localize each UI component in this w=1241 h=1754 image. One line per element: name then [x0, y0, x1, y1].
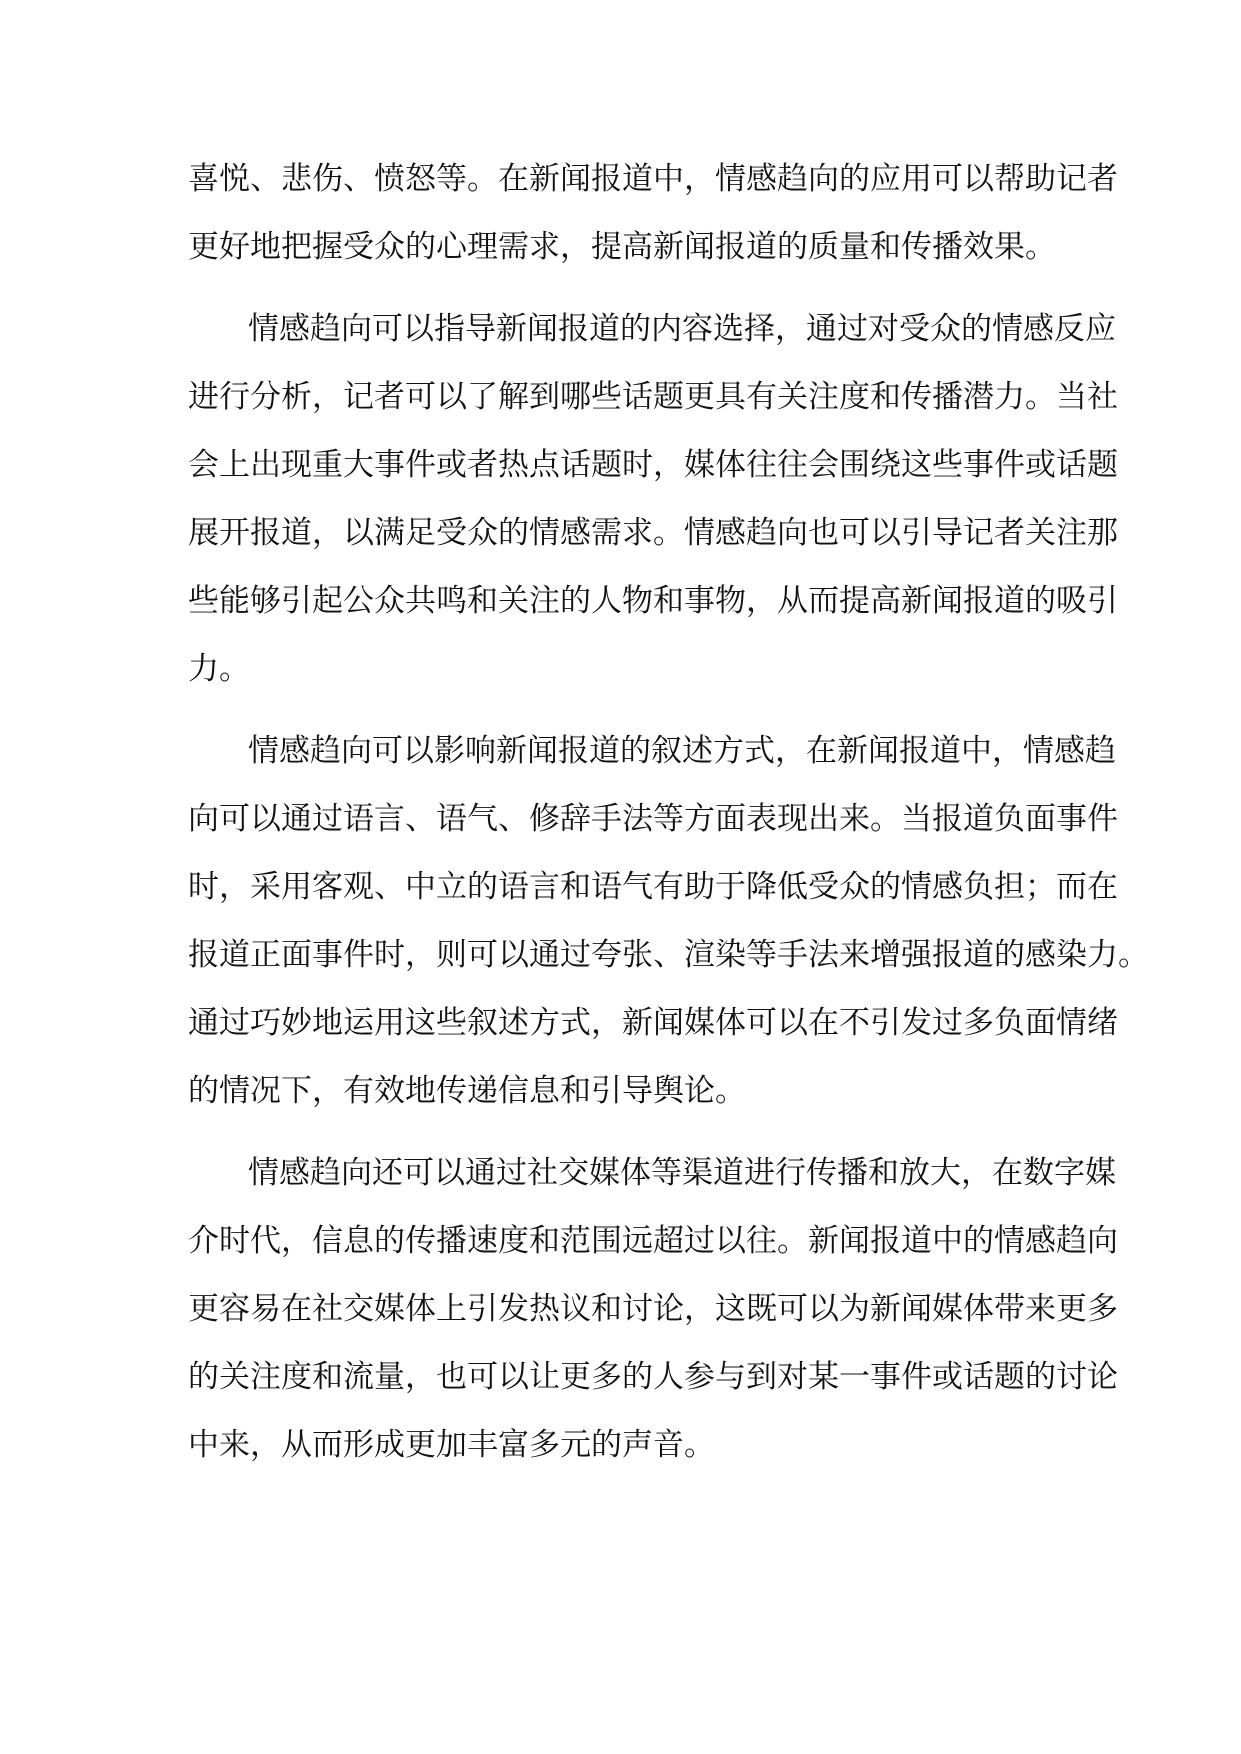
text-line: 的情况下，有效地传递信息和引导舆论。: [188, 1073, 746, 1109]
text-line: 喜悦、悲伤、愤怒等。在新闻报道中，情感趋向的应用可以帮助记者: [188, 161, 1118, 197]
text-line: 向可以通过语言、语气、修辞手法等方面表现出来。当报道负面事件: [188, 801, 1118, 837]
text-line: 情感趋向还可以通过社交媒体等渠道进行传播和放大，在数字媒: [248, 1155, 1116, 1191]
text-line: 的关注度和流量，也可以让更多的人参与到对某一事件或话题的讨论: [188, 1359, 1118, 1395]
text-line: 情感趋向可以指导新闻报道的内容选择，通过对受众的情感反应: [248, 311, 1116, 347]
text-line: 进行分析，记者可以了解到哪些话题更具有关注度和传播潜力。当社: [188, 379, 1118, 415]
paragraph-2: [188, 295, 1118, 703]
text-line: 介时代，信息的传播速度和范围远超过以往。新闻报道中的情感趋向: [188, 1223, 1118, 1259]
text-line: 报道正面事件时，则可以通过夸张、渲染等手法来增强报道的感染力。: [188, 937, 1149, 973]
paragraph-1: [188, 145, 1118, 281]
text-line: 力。: [188, 651, 250, 687]
text-line: 更容易在社交媒体上引发热议和讨论，这既可以为新闻媒体带来更多: [188, 1291, 1118, 1327]
text-line: 会上出现重大事件或者热点话题时，媒体往往会围绕这些事件或话题: [188, 447, 1118, 483]
text-line: 些能够引起公众共鸣和关注的人物和事物，从而提高新闻报道的吸引: [188, 583, 1118, 619]
text-line: 通过巧妙地运用这些叙述方式，新闻媒体可以在不引发过多负面情绪: [188, 1005, 1118, 1041]
text-line: 更好地把握受众的心理需求，提高新闻报道的质量和传播效果。: [188, 229, 1056, 265]
paragraph-4: [188, 1139, 1118, 1479]
text-line: 情感趋向可以影响新闻报道的叙述方式，在新闻报道中，情感趋: [248, 733, 1116, 769]
document-body: [188, 145, 1149, 1493]
text-line: 展开报道，以满足受众的情感需求。情感趋向也可以引导记者关注那: [188, 515, 1118, 551]
text-line: 时，采用客观、中立的语言和语气有助于降低受众的情感负担；而在: [188, 869, 1118, 905]
paragraph-3: [188, 717, 1149, 1125]
text-line: 中来，从而形成更加丰富多元的声音。: [188, 1427, 715, 1463]
